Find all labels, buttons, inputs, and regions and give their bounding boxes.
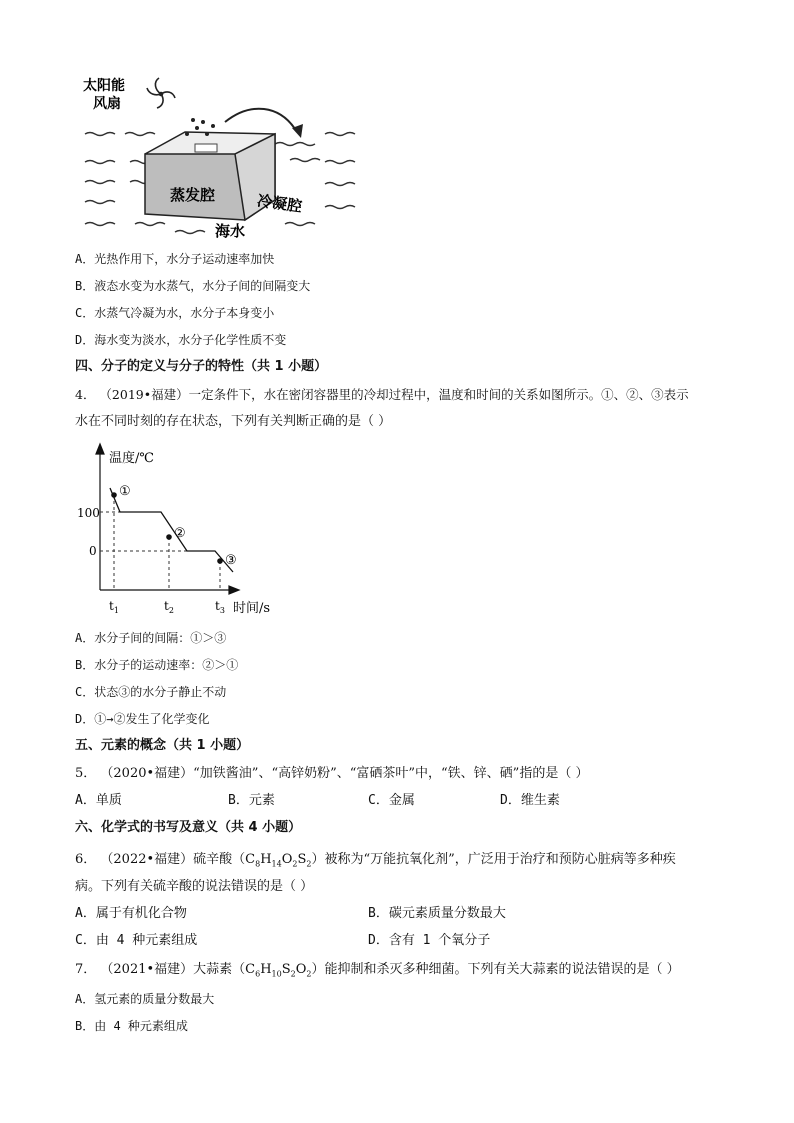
x-axis-label: 时间/s [233,601,271,616]
point-3-marker [217,558,223,564]
flow-arrow-icon [225,109,297,132]
fan-label-1: 太阳能 [83,78,125,94]
x-tick-t3: $t_3$ [215,599,225,615]
fan-label-2: 风扇 [93,96,121,112]
q3-option-b: B．液态水变为水蒸气，水分子间的间隔变大 [75,279,311,293]
point-1-marker [111,492,117,498]
section-6-heading: 六、化学式的书写及意义（共 4 小题） [75,820,302,835]
section-5-heading: 五、元素的概念（共 1 小题） [75,738,250,753]
q6-stem-line2: 病。下列有关硫辛酸的说法错误的是（ ） [75,879,314,894]
q5-stem: 5． （2020•福建）“加铁酱油”、“高锌奶粉”、“富硒茶叶”中，“铁、锌、硒”指的是（ ） [75,766,589,781]
y-tick-0: 0 [89,544,97,558]
q4-stem-line2: 水在不同时刻的存在状态，下列有关判断正确的是（ ） [75,414,392,429]
q3-option-a: A．光热作用下，水分子运动速率加快 [75,252,275,266]
q3-option-c: C．水蒸气冷凝为水，水分子本身变小 [75,306,275,320]
q4-stem-line1: 4． （2019•福建）一定条件下，水在密闭容器里的冷却过程中，温度和时间的关系如图所示。①、②、③表示 [75,387,689,402]
q5-option-d: D．维生素 [500,793,560,808]
solar-desalination-figure [75,72,375,242]
point-3-label: ③ [225,553,237,568]
point-1-label: ① [119,484,131,499]
q3-option-d: D．海水变为淡水，水分子化学性质不变 [75,333,287,347]
point-2-marker [166,534,172,540]
q4-option-a: A．水分子间的间隔：①＞③ [75,631,227,645]
y-tick-100: 100 [77,506,100,520]
section-4-heading: 四、分子的定义与分子的特性（共 1 小题） [75,359,328,374]
q5-option-b: B．元素 [228,793,275,808]
evap-label: 蒸发腔 [170,186,216,204]
y-axis-label: 温度/℃ [109,451,154,466]
q7-option-b: B．由 4 种元素组成 [75,1019,188,1033]
q4-option-c: C．状态③的水分子静止不动 [75,685,227,699]
cooling-curve-line [110,488,233,572]
q5-option-a: A．单质 [75,793,122,808]
q4-option-b: B．水分子的运动速率：②＞① [75,658,239,672]
cooling-curve-chart [75,440,295,620]
q6-option-d: D．含有 1 个氧分子 [368,933,491,948]
q6-option-c: C．由 4 种元素组成 [75,933,198,948]
x-tick-t2: $t_2$ [164,599,174,615]
q7-stem: 7． （2021•福建）大蒜素$(C_6H_{10}S_2O_2)$能抑制和杀灭多种细菌。下列有关大蒜素的说法错误的是（ ） [75,962,680,979]
q6-option-a: A．属于有机化合物 [75,906,187,921]
fan-icon [147,78,175,108]
y-axis-arrow-icon [96,444,104,454]
sea-label: 海水 [215,222,246,240]
q5-option-c: C．金属 [368,793,415,808]
point-2-label: ② [174,526,186,541]
cond-label: 冷凝腔 [256,191,304,216]
q7-option-a: A．氢元素的质量分数最大 [75,992,215,1006]
x-tick-t1: $t_1$ [109,599,119,615]
q4-option-d: D．①→②发生了化学变化 [75,712,210,726]
q6-option-b: B．碳元素质量分数最大 [368,906,506,921]
q6-stem-line1: 6． （2022•福建）硫辛酸$(C_8H_{14}O_2S_2)$被称为“万能抗氧化剂”，广泛用于治疗和预防心脏病等多种疾 [75,852,676,869]
x-axis-arrow-icon [229,586,239,594]
